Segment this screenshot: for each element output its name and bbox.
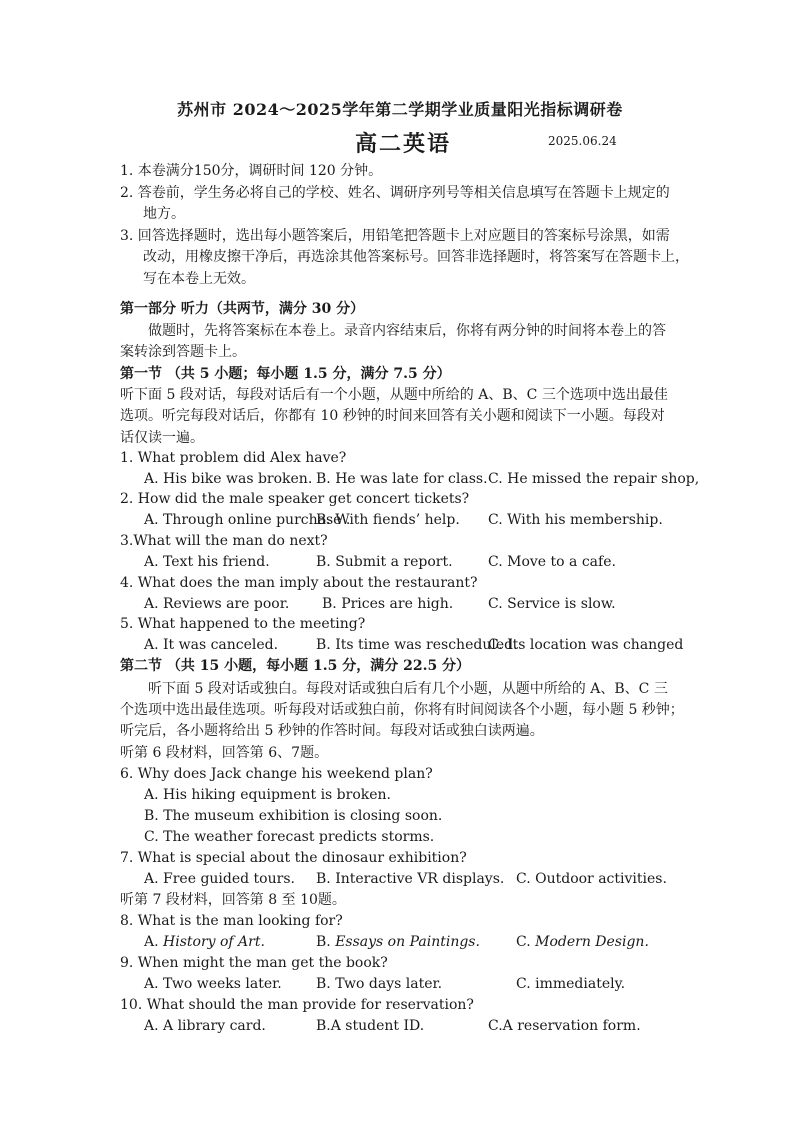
part1-intro-b: 案转涂到答题卡上。 [120,344,246,360]
question-4-option-c: C. Service is slow. [488,596,616,612]
book-title-b: Essays on Paintings. [335,934,480,950]
section1-text-c: 话仅读一遍。 [120,430,204,446]
option-a-label: A. [144,934,164,950]
question-2-stem: 2. How did the male speaker get concert tickets? [120,491,470,507]
question-2-option-a: A. Through online purchase . [144,512,351,528]
question-4-option-b: B. Prices are high. [322,596,454,612]
instruction-3a: 3. 回答选择题时，选出每小题答案后，用铅笔把答题卡上对应题目的答案标号涂黑，如需 [120,228,670,244]
question-2-option-b: B. With fiends’ help. [316,512,460,528]
question-5-option-c: C. Its location was changed [488,637,684,653]
question-3-option-a: A. Text his friend. [144,554,270,570]
question-9-option-a: A. Two weeks later. [144,976,282,992]
question-6-stem: 6. Why does Jack change his weekend plan? [120,766,433,782]
instruction-2a: 2. 答卷前，学生务必将自己的学校、姓名、调研序列号等相关信息填写在答题卡上规定的 [120,185,670,201]
question-8-option-a [144,933,265,951]
exam-date: 2025.06.24 [548,134,617,148]
question-3-option-c: C. Move to a cafe. [488,554,616,570]
section1-heading: 第一节 （共 5 小题；每小题 1.5 分，满分 7.5 分） [120,366,451,382]
question-3-option-b: B. Submit a report. [316,554,453,570]
question-5-stem: 5. What happened to the meeting? [120,616,366,632]
question-9-option-c: C. immediately. [516,976,626,992]
question-5-option-b: B. Its time was rescheduled. [316,637,518,653]
section1-text-a: 听下面 5 段对话，每段对话后有一个小题，从题中所给的 A、B、C 三个选项中选出最佳 [120,387,668,403]
question-9-stem: 9. When might the man get the book? [120,955,388,971]
question-6-option-c: C. The weather forecast predicts storms. [144,829,435,845]
instruction-3c: 写在本卷上无效。 [143,271,255,287]
part1-heading: 第一部分 听力（共两节，满分 30 分） [120,301,365,317]
question-10-option-a: A. A library card. [144,1018,266,1034]
question-2-option-c: C. With his membership. [488,512,663,528]
book-title-c: Modern Design. [535,934,649,950]
question-1-option-c: C. He missed the repair shop, [488,471,700,487]
question-3-stem: 3.What will the man do next? [120,533,328,549]
question-6-option-a: A. His hiking equipment is broken. [144,787,392,803]
material-7-note: 听第 7 段材料，回答第 8 至 10题。 [120,892,346,908]
question-1-option-b: B. He was late for class. [316,471,488,487]
option-c-label: C. [516,934,536,950]
section1-text-b: 选项。听完每段对话后，你都有 10 秒钟的时间来回答有关小题和阅读下一小题。每段对 [120,408,665,424]
question-7-option-c: C. Outdoor activities. [516,871,667,887]
question-7-stem: 7. What is special about the dinosaur exhibition? [120,850,467,866]
section2-text-a: 听下面 5 段对话或独白。每段对话或独白后有几个小题，从题中所给的 A、B、C 三 [148,681,668,697]
instruction-1: 1. 本卷满分150分，调研时间 120 分钟。 [120,163,383,179]
question-8-stem: 8. What is the man looking for? [120,913,343,929]
exam-title: 苏州市 2024～2025学年第二学期学业质量阳光指标调研卷 [177,100,623,119]
option-b-label: B. [316,934,336,950]
part1-intro-a: 做题时，先将答案标在本卷上。录音内容结束后，你将有两分钟的时间将本卷上的答 [148,323,666,339]
question-9-option-b: B. Two days later. [316,976,443,992]
question-10-option-b: B.A student ID. [316,1018,425,1034]
book-title-a: History of Art. [163,934,265,950]
question-6-option-b: B. The museum exhibition is closing soon. [144,808,443,824]
question-4-option-a: A. Reviews are poor. [144,596,290,612]
question-7-option-a: A. Free guided tours. [144,871,295,887]
question-1-option-a: A. His bike was broken. [144,471,313,487]
section2-text-b: 个选项中选出最佳选项。听每段对话或独白前，你将有时间阅读各个小题，每小题 5 秒钟； [120,702,684,718]
question-10-option-c: C.A reservation form. [488,1018,641,1034]
instruction-2b: 地方。 [143,206,185,222]
question-5-option-a: A. It was canceled. [144,637,279,653]
question-7-option-b: B. Interactive VR displays. [316,871,505,887]
question-4-stem: 4. What does the man imply about the restaurant? [120,575,478,591]
question-1-stem: 1. What problem did Alex have? [120,450,347,466]
subject-title: 高二英语 [355,131,452,157]
section2-heading: 第二节 （共 15 小题，每小题 1.5 分，满分 22.5 分） [120,658,471,674]
material-6-note: 听第 6 段材料，回答第 6、7题。 [120,745,329,761]
question-8-option-c [516,933,649,951]
instruction-3b: 改动，用橡皮擦干净后，再选涂其他答案标号。回答非选择题时，将答案写在答题卡上， [143,249,689,265]
question-10-stem: 10. What should the man provide for reservation? [120,997,474,1013]
section2-text-c: 听完后，各小题将给出 5 秒钟的作答时间。每段对话或独白读两遍。 [120,723,544,739]
question-8-option-b [316,933,480,951]
